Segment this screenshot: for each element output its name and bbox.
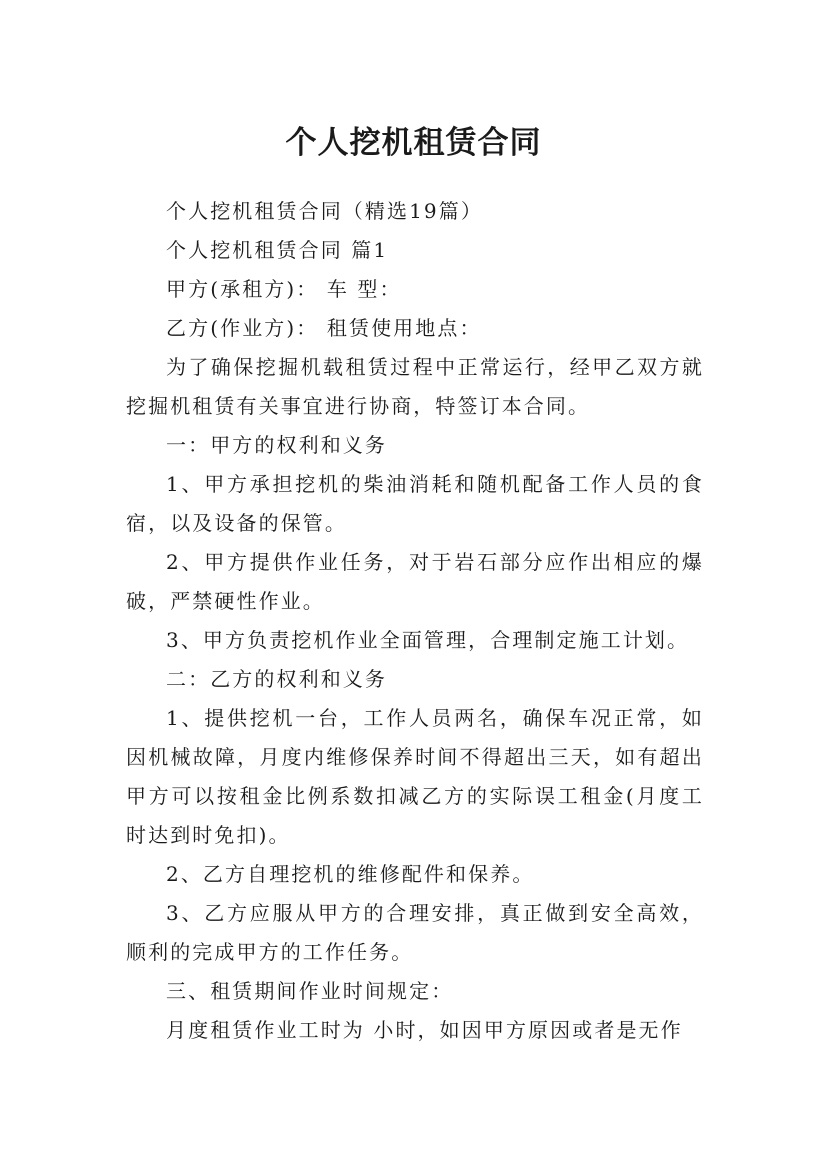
paragraph-subtitle: 个人挖机租赁合同（精选19篇）: [166, 199, 483, 223]
document-title: 个人挖机租赁合同: [285, 124, 542, 161]
paragraph-heading-party-b-duties: 二：乙方的权利和义务: [166, 667, 387, 691]
paragraph-heading-party-a-duties: 一：甲方的权利和义务: [166, 433, 387, 457]
paragraph-heading-work-hours: 三、租赁期间作业时间规定：: [166, 979, 454, 1003]
paragraph-clause: 1、甲方承担挖机的柴油消耗和随机配备工作人员的食宿，以及设备的保管。: [126, 472, 704, 535]
paragraph-preamble: 为了确保挖掘机载租赁过程中正常运行，经甲乙双方就挖掘机租赁有关事宜进行协商，特签订本合同。: [126, 355, 704, 418]
paragraph-party-b: 乙方(作业方)： 租赁使用地点：: [166, 316, 482, 340]
paragraph-clause: 月度租赁作业工时为 小时，如因甲方原因或者是无作: [166, 1018, 683, 1042]
paragraph-section-heading: 个人挖机租赁合同 篇1: [166, 238, 389, 262]
document-body: [126, 192, 704, 1050]
paragraph-clause: 3、乙方应服从甲方的合理安排，真正做到安全高效，顺利的完成甲方的工作任务。: [126, 901, 704, 964]
paragraph-clause: 1、提供挖机一台，工作人员两名，确保车况正常，如因机械故障，月度内维修保养时间不得超出三天，如有超出甲方可以按租金比例系数扣减乙方的实际误工租金(月度工时达到时免扣)。: [126, 706, 704, 847]
paragraph-clause: 3、甲方负责挖机作业全面管理，合理制定施工计划。: [166, 628, 690, 652]
paragraph-party-a: 甲方(承租方)： 车 型：: [166, 277, 402, 301]
paragraph-clause: 2、甲方提供作业任务，对于岩石部分应作出相应的爆破，严禁硬性作业。: [126, 550, 704, 613]
paragraph-clause: 2、乙方自理挖机的维修配件和保养。: [166, 862, 535, 886]
